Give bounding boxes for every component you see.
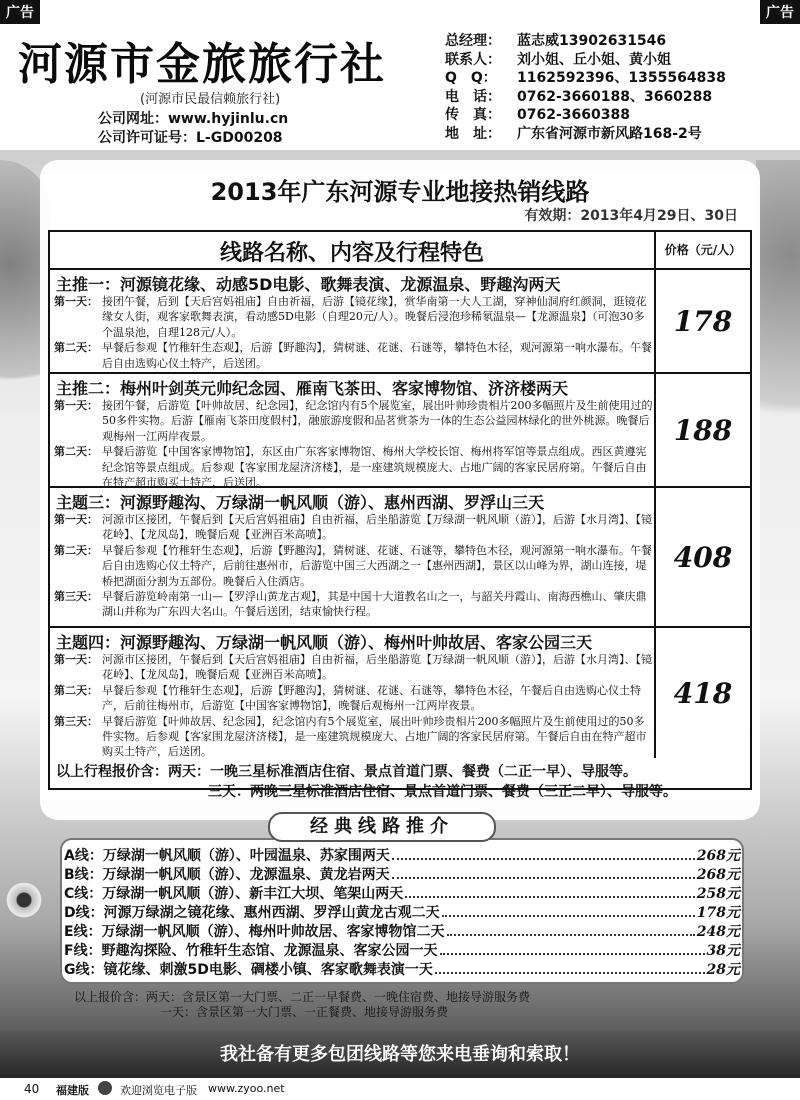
classic-route-price: 38元	[706, 943, 740, 959]
itinerary-day	[54, 589, 654, 620]
day-label: 第二天：	[54, 683, 98, 697]
agency-license: 公司许可证号：L-GD00208	[98, 130, 283, 146]
leader-dots	[440, 953, 705, 955]
route-price: 178	[654, 270, 750, 372]
day-text: 接团午餐，后游览【叶帅故居、纪念园】，纪念馆内有5个展览室，展出叶帅珍贵相片200多幅照片及生前使用过的50多件实物。后游【雁南飞茶田度假村】，融旅游度假和品茗赏茶为一体的生态公益园林绿化的世外桃源。晚餐后观梅州一江两岸夜景。	[102, 399, 653, 443]
contact-block	[445, 32, 726, 143]
day-text: 早餐后游览【中国客家博物馆】，东区由广东客家博物馆、梅州大学校长馆、梅州将军馆等景点组成。西区黄遵宪纪念馆等景点组成。后参观【客家围龙屋济济楼】，是一座建筑规模庞大、占地广阔的客家民居府第。午餐后自由在特产超市购买土特产，后送团。	[102, 445, 647, 490]
route-name: 主推二：梅州叶剑英元帅纪念园、雁南飞茶田、客家博物馆、济济楼两天	[56, 379, 569, 398]
contact-value: 0762-3660388	[517, 107, 630, 123]
contact-value: 广东省河源市新风路168-2号	[517, 125, 702, 142]
contact-label: 总经理：	[445, 33, 501, 49]
route-name: 主题三：河源野趣沟、万绿湖一帆风顺（游）、惠州西湖、罗浮山三天	[56, 493, 545, 512]
footer-invite: 欢迎浏览电子版	[120, 1084, 197, 1097]
route-itinerary	[54, 652, 654, 760]
leader-dots	[447, 934, 695, 936]
route-table	[48, 230, 752, 790]
route-itinerary	[54, 512, 654, 620]
sunflower-decoration	[4, 880, 44, 920]
tree-decoration	[756, 160, 800, 480]
itinerary-day	[54, 398, 654, 444]
day-label: 第二天：	[54, 543, 98, 557]
contact-label: 传 真：	[445, 107, 501, 123]
day-label: 第二天：	[54, 445, 98, 459]
classic-route-item	[64, 845, 740, 864]
day-text: 早餐后游览岭南第一山—【罗浮山黄龙古观】，其是中国十大道教名山之一，与韶关丹霞山、南海西樵山、肇庆鼎湖山并称为广东四大名山。午餐后送团，结束愉快行程。	[102, 590, 647, 619]
classic-route-price: 268元	[696, 848, 740, 864]
classic-route-item	[64, 902, 740, 921]
day-label: 第一天：	[54, 295, 98, 308]
day-text: 早餐后参观【竹稚轩生态观】，后游【野趣沟】，猜树谜、花谜、石谜等，攀特色木径，午餐后自由选购心仪土特产，后前往梅州市，后游览【中国客家博物馆】，晚餐后观梅州一江两岸夜景。	[102, 683, 641, 713]
contact-value: 刘小姐、丘小姐、黄小姐	[517, 51, 671, 68]
route-row	[50, 374, 750, 488]
classic-route-item	[64, 883, 740, 902]
validity-date: 有效期：2013年4月29日、30日	[524, 208, 738, 224]
classic-route-item	[64, 940, 740, 959]
itinerary-day	[54, 714, 654, 760]
contact-value: 1162592396、1355564838	[517, 70, 726, 86]
contact-label: Q Q：	[445, 70, 497, 86]
itinerary-day	[54, 294, 654, 340]
page-title: 2013年广东河源专业地接热销线路	[210, 178, 590, 206]
classic-route-item	[64, 864, 740, 883]
route-row	[50, 270, 750, 374]
edition-label: 福建版	[56, 1084, 89, 1097]
magazine-logo-icon	[98, 1081, 112, 1095]
leader-dots	[442, 915, 695, 917]
contact-value: 0762-3660188、3660288	[517, 88, 713, 105]
day-label: 第一天：	[54, 653, 98, 666]
classic-route-text: A线：万绿湖一帆风顺（游）、叶园温泉、苏家围两天	[64, 848, 390, 864]
price-includes-three-day: 三天：两晚三星标准酒店住宿、景点首道门票、餐费（三正二早）、导服等。	[208, 784, 677, 800]
route-price: 408	[654, 488, 750, 626]
route-itinerary	[54, 294, 654, 371]
contact-row	[445, 69, 726, 88]
day-label: 第一天：	[54, 513, 98, 526]
classic-price-note	[74, 990, 530, 1020]
route-name: 主推一：河源镜花缘、动感5D电影、歌舞表演、龙源温泉、野趣沟两天	[56, 275, 561, 294]
table-header-price: 价格（元/人）	[654, 232, 750, 268]
route-row	[50, 628, 750, 758]
classic-route-text: E线：万绿湖一帆风顺（游）、梅州叶帅故居、客家博物馆二天	[64, 924, 445, 940]
classic-route-price: 178元	[696, 905, 740, 921]
contact-row	[445, 106, 726, 125]
contact-row	[445, 88, 726, 107]
route-itinerary	[54, 398, 654, 490]
classic-route-item	[64, 959, 740, 978]
route-price: 188	[654, 374, 750, 486]
contact-label: 电 话：	[445, 88, 501, 105]
ad-tag-right: 广告	[760, 0, 800, 24]
classic-route-text: F线：野趣沟探险、竹稚轩生态馆、龙源温泉、客家公园一天	[64, 943, 438, 959]
leader-dots	[435, 972, 705, 974]
agency-name: 河源市金旅旅行社	[18, 39, 386, 90]
classic-route-price: 268元	[696, 867, 740, 883]
classic-route-price: 248元	[696, 924, 740, 940]
contact-row	[445, 125, 726, 144]
itinerary-day	[54, 444, 654, 490]
page-footer	[0, 1078, 800, 1100]
leader-dots	[392, 877, 695, 879]
footer-url[interactable]: www.zyoo.net	[208, 1082, 285, 1095]
leader-dots	[405, 896, 694, 898]
page-number: 40	[24, 1082, 40, 1096]
price-includes-note	[56, 762, 677, 802]
day-text: 河源市区接团，午餐后到【天后宫妈祖庙】自由祈福，后坐船游览【万绿湖一帆风顺（游）】，后游【水月湾】、【镜花岭】、【龙凤岛】，晚餐后观【亚洲百米高喷】。	[102, 513, 652, 542]
route-price: 418	[654, 628, 750, 758]
classic-route-item	[64, 921, 740, 940]
ad-tag-left: 广告	[0, 0, 40, 24]
table-header	[50, 232, 750, 270]
route-row	[50, 488, 750, 628]
classic-route-price: 258元	[696, 886, 740, 902]
day-text: 早餐后参观【竹稚轩生态观】，后游【野趣沟】，猜树谜、花谜、石谜等，攀特色木径，观河源第一响水瀑布。午餐后自由选购心仪土特产，后送团。	[102, 341, 652, 370]
price-includes-two-day: 以上行程报价含：两天：一晚三星标准酒店住宿、景点首道门票、餐费（二正一早）、导服等。	[56, 764, 637, 780]
table-header-title: 线路名称、内容及行程特色	[219, 241, 484, 266]
classic-routes-title: 经典线路推介	[268, 812, 496, 842]
itinerary-day	[54, 543, 654, 589]
contact-label: 联系人：	[445, 51, 501, 68]
day-label: 第三天：	[54, 590, 98, 604]
contact-row	[445, 51, 726, 70]
day-label: 第三天：	[54, 714, 98, 728]
itinerary-day	[54, 340, 654, 371]
day-text: 河源市区接团，午餐后到【天后宫妈祖庙】自由祈福，后坐船游览【万绿湖一帆风顺（游）】，后游【水月湾】、【镜花岭】、【龙凤岛】，晚餐后观【亚洲百米高喷】。	[102, 653, 652, 682]
classic-route-text: G线：镜花缘、刺激5D电影、碉楼小镇、客家歌舞表演一天	[64, 962, 433, 978]
itinerary-day	[54, 652, 654, 683]
classic-routes-list	[64, 845, 740, 978]
leader-dots	[392, 858, 695, 860]
contact-value: 蓝志威13902631546	[517, 33, 667, 49]
classic-route-text: D线：河源万绿湖之镜花缘、惠州西湖、罗浮山黄龙古观二天	[64, 905, 440, 921]
classic-note-one-day: 一天：含景区第一大门票、一正餐费、地接导游服务费	[160, 1005, 449, 1019]
classic-route-text: B线：万绿湖一帆风顺（游）、龙源温泉、黄龙岩两天	[64, 867, 390, 883]
day-text: 早餐后游览【叶帅故居、纪念园】，纪念馆内有5个展览室，展出叶帅珍贵相片200多幅照片及生前使用过的50多件实物。后参观【客家围龙屋济济楼】，是一座建筑规模庞大、占地广阔的客家民居府第。午餐后自由在特产超市购买土特产，后送团。	[102, 714, 647, 759]
agency-website[interactable]: 公司网址：www.hyjinlu.cn	[98, 111, 289, 127]
route-name: 主题四：河源野趣沟、万绿湖一帆风顺（游）、梅州叶帅故居、客家公园三天	[56, 633, 593, 652]
agency-slogan: (河源市民最信赖旅行社)	[140, 92, 281, 107]
contact-label: 地 址：	[445, 125, 501, 142]
classic-route-price: 28元	[706, 962, 740, 978]
day-label: 第二天：	[54, 341, 98, 355]
classic-route-text: C线：万绿湖一帆风顺（游）、新丰江大坝、笔架山两天	[64, 886, 404, 902]
day-text: 接团午餐，后到【天后宫妈祖庙】自由祈福，后游【镜花缘】，赏华南第一大人工湖，穿神仙洞府红颜洞，逛镜花缘女人街，观客家歌舞表演，看动感5D电影（自理20元/人）。晚餐后浸泡珍稀氡温泉—【龙源温泉】（可泡30多个温泉池，自理128元/人）。	[102, 295, 647, 339]
itinerary-day	[54, 512, 654, 543]
classic-note-two-day: 以上报价含：两天：含景区第一大门票、二正一早餐费、一晚住宿费、地接导游服务费	[74, 990, 531, 1004]
day-label: 第一天：	[54, 399, 98, 412]
day-text: 早餐后参观【竹稚轩生态观】，后游【野趣沟】，猜树谜、花谜、石谜等，攀特色木径，观河源第一响水瀑布。午餐后自由选购心仪土特产，后前往惠州市，后游览中国三大西湖之一【惠州西湖】，景区以山峰为界，湖山连接，堤桥把湖面分割为五部份。晚餐后入住酒店。	[102, 543, 652, 588]
banner-slogan: 我社备有更多包团线路等您来电垂询和索取！	[220, 1044, 580, 1065]
contact-row	[445, 32, 726, 51]
itinerary-day	[54, 683, 654, 714]
